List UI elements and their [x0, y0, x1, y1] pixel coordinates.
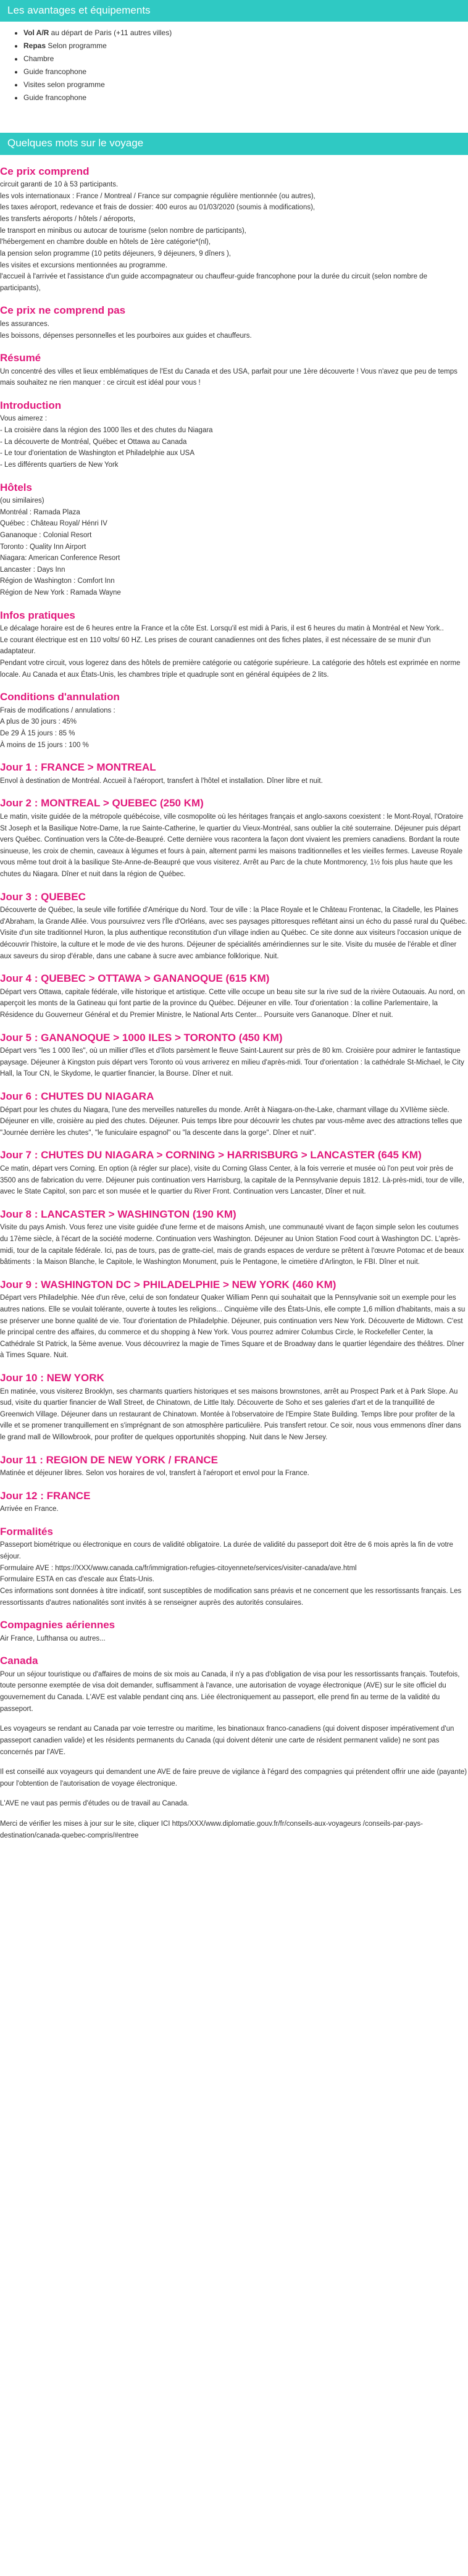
section-line: la pension selon programme (10 petits déjeuners, 9 déjeuners, 9 dîners ), [0, 249, 231, 257]
paragraph-gap [0, 1758, 468, 1767]
day-text: Arrivée en France. [0, 1505, 59, 1513]
day-title: Jour 3 : QUEBEC [0, 890, 86, 903]
section-line: Québec : Château Royal/ Hénri IV [0, 520, 107, 528]
day-text: Départ vers "les 1 000 îles", où un millier d'îles et d'îlots parsèment le fleuve Saint-Laurent sur près de 80 km. Croisière pour admirer le fantastique paysage. Déjeuner à Kingston puis départ vers Toronto où vous arriverez en milieu d'après-midi. Tour d'orientation : la cathédrale St-Michael, le City Hall, la Tour CN, le Skydome, le quartier financier, la Bourse. Dîner et nuit. [0, 1047, 464, 1078]
section-title: Ce prix comprend [0, 165, 90, 177]
section-line: Toronto : Quality Inn Airport [0, 543, 86, 551]
day-text: Le matin, visite guidée de la métropole québécoise, ville cosmopolite où les héritages français et anglo-saxons coexistent : le Mont-Royal, l'Oratoire St Joseph et la Basilique Notre-Dame, la rue Sainte-Catherine, le quartier du Vieux-Montréal, sans oublier la cité souterraine. Déjeuner puis départ vers Québec. Continuation vers la Côte-de-Beaupré. Cette dernière vous racontera la façon dont vivaient les premiers canadiens. Bordant la route sinueuse, les croix de chemin, caveaux à légumes et fours à pain, alternent parmi les maisons traditionnelles et les vieilles fermes. Laveuse Royale vous même tout droit à la basilique Ste-Anne-de-Beaupré que vous visiterez. Arrêt au Parc de la chute Montmorency, 1½ fois plus haute que les chutes du Niagara. Dîner et nuit dans la région de Québec. [0, 813, 464, 879]
day-title: Jour 1 : FRANCE > MONTREAL [0, 761, 156, 774]
day-text: Envol à destination de Montréal. Accueil à l'aéroport, transfert à l'hôtel et installation. Dîner libre et nuit. [0, 777, 323, 785]
section-line: Le courant électrique est en 110 volts/ 60 HZ. Les prises de courant canadiennes ont des fiches plates, il est nécessaire de se munir d'un adaptateur. [0, 636, 431, 656]
trip-content [0, 164, 468, 1842]
day-title: Jour 2 : MONTREAL > QUEBEC (250 KM) [0, 797, 204, 809]
day-title: Jour 11 : REGION DE NEW YORK / FRANCE [0, 1453, 218, 1466]
section-line: les assurances. [0, 320, 49, 328]
day-text: Matinée et déjeuner libres. Selon vos horaires de vol, transfert à l'aéroport et envol pour la France. [0, 1470, 309, 1478]
section-line: Pendant votre circuit, vous logerez dans des hôtels de première catégorie ou catégorie supérieure. La catégorie des hôtels est exprimée en norme locale. Au Canada et aux États-Unis, les chambres triple et quadruple sont en général équipées de 2 lits. [0, 659, 461, 679]
advantage-item-text: Guide francophone [23, 67, 87, 77]
paragraph-gap [0, 1789, 468, 1798]
advantage-item [23, 52, 468, 65]
section-line: Gananoque : Colonial Resort [0, 531, 92, 539]
advantage-item-bold: Vol A/R [23, 28, 49, 38]
formalities-line: Formulaire ESTA en cas d'escale aux États-Unis. [0, 1576, 154, 1584]
advantage-item-text: Visites selon programme [23, 80, 105, 90]
advantage-item-text: Selon programme [46, 41, 107, 51]
section-line: les taxes aéroport, redevance et frais de dossier: 400 euros au 01/03/2020 (soumis à modifications), [0, 204, 315, 212]
advantage-item-text: Guide francophone [23, 93, 87, 102]
section-line: les boissons, dépenses personnelles et les pourboires aux guides et chauffeurs. [0, 332, 252, 340]
section-line: Lancaster : Days Inn [0, 566, 65, 574]
section-line: - La croisière dans la région des 1000 îles et des chutes du Niagara [0, 427, 213, 435]
airlines-text: Air France, Lufthansa ou autres... [0, 1634, 106, 1642]
canada-paragraph: Pour un séjour touristique ou d'affaires de moins de six mois au Canada, il n'y a pas d'obligation de visa pour les ressortissants français. Toutefois, toute personne exemptée de visa doit demander, suffisamment à l'avance, une autorisation de voyage électronique (AVE) sur le site officiel du gouvernement du Canada. L'AVE est valable pendant cinq ans. Liée électroniquement au passeport, elle prend fin au terme de la validité du passeport. [0, 1670, 460, 1713]
canada-paragraph: Les voyageurs se rendant au Canada par voie terrestre ou maritime, les binationaux franco-canadiens (qui doivent disposer impérativement d'un passeport canadien valide) et les résidents permanents du Canada (qui doivent détenir une carte de résident permanent valide) ne sont pas concernés par l'AVE. [0, 1725, 454, 1756]
advantage-item [23, 27, 468, 40]
canada-paragraph: L'AVE ne vaut pas permis d'études ou de travail au Canada. [0, 1800, 189, 1808]
day-text: Départ pour les chutes du Niagara, l'une des merveilles naturelles du monde. Arrêt à Niagara-on-the-Lake, charmant village du XVIIème siècle. Déjeuner en ville, croisière au pied des chutes. Déjeuner. Puis temps libre pour découvrir les chutes par vous-même avec des attractions telles que "Journée derrière les chutes", "le funiculaire espagnol" ou "la descente dans la gorge". Dîner et nuit". [0, 1106, 462, 1137]
section-line: À moins de 15 jours : 100 % [0, 741, 89, 749]
canada-paragraph: Il est conseillé aux voyageurs qui demandent une AVE de faire preuve de vigilance à l'égard des compagnies qui prétendent offrir une aide (payante) pour l'obtention de l'autorisation de voyage électronique. [0, 1768, 467, 1788]
section-line: les visites et excursions mentionnées au programme. [0, 261, 168, 269]
section-line: les vols internationaux : France / Montreal / France sur compagnie régulière mentionnée (ou autres), [0, 192, 315, 200]
advantages-title: Les avantages et équipements [0, 0, 468, 22]
section-line: Le décalage horaire est de 6 heures entre la France et la côte Est. Lorsqu'il est midi à Paris, il est 6 heures du matin à Montréal et New York.. [0, 625, 444, 633]
day-title: Jour 4 : QUEBEC > OTTAWA > GANANOQUE (615 KM) [0, 972, 270, 985]
formalities-line: Formulaire AVE : https://XXX/www.canada.ca/fr/immigration-refugies-citoyennete/services/visiter-canada/ave.html [0, 1564, 357, 1572]
day-title: Jour 12 : FRANCE [0, 1489, 91, 1502]
advantage-item [23, 91, 468, 104]
section-line: Un concentré des villes et lieux emblématiques de l'Est du Canada et des USA, parfait pour une 1ère découverte ! Vous n'avez que peu de temps mais souhaitez ne rien manquer : ce circuit est idéal pour vous ! [0, 367, 458, 387]
day-text: En matinée, vous visiterez Brooklyn, ses charmants quartiers historiques et ses maisons brownstones, arrêt au Prospect Park et à Park Slope. Au sud, visite du quartier financier de Wall Street, de Chinatown, de Little Italy. Découverte de Soho et ses galeries d'art et de la tranquillité de Greenwich Village. Déjeuner dans un restaurant de Chinatown. Montée à l'observatoire de l'Empire State Building. Temps libre pour profiter de la ville et se promener tranquillement en s'imprégnant de son atmosphère particulière. Puis transfert retour. Ce soir, nous vous emmenons dîner dans le grand mall de Willowbrook, pour profiter de quelques opportunités shopping. Nuit dans le New Jersey. [0, 1387, 461, 1442]
about-title: Quelques mots sur le voyage [0, 133, 468, 154]
day-title: Jour 8 : LANCASTER > WASHINGTON (190 KM) [0, 1208, 236, 1220]
section-title: Hôtels [0, 481, 32, 493]
section-title: Introduction [0, 399, 62, 411]
section-line: Montréal : Ramada Plaza [0, 508, 80, 516]
advantage-item [23, 65, 468, 78]
advantage-item-text: au départ de Paris (+11 autres villes) [49, 28, 172, 38]
day-text: Visite du pays Amish. Vous ferez une visite guidée d'une ferme et de maisons Amish, une communauté vivant de façon simple selon les coutumes du 17ème siècle, à l'écart de la société moderne. Continuation vers Washington. Déjeuner au Union Station Food court à Washington DC. L'après-midi, tour de la capitale fédérale. Ici, pas de tours, pas de gratte-ciel, mais de grands espaces de verdure se prêtent à l'œuvre Potomac et de beaux bâtiments : la Maison Blanche, le Capitole, le Washington Monument, puis le Pentagone, le cimetière d'Arlington, le FBI. Dîner et nuit. [0, 1224, 464, 1266]
canada-title: Canada [0, 1655, 38, 1667]
day-text: Départ vers Ottawa, capitale fédérale, ville historique et artistique. Cette ville occupe un beau site sur la rive sud de la rivière Outaouais. Au nord, on aperçoit les monts de la Gatineau qui font partie de la province du Québec. Déjeuner en ville. Tour d'orientation : la colline Parlementaire, la Résidence du Gouverneur Général et du Premier Ministre, le National Arts Center... Poursuite vers Gananoque. Dîner et nuit. [0, 988, 466, 1019]
day-title: Jour 5 : GANANOQUE > 1000 ILES > TORONTO (450 KM) [0, 1031, 283, 1043]
advantages-list [0, 27, 468, 104]
day-title: Jour 9 : WASHINGTON DC > PHILADELPHIE > NEW YORK (460 KM) [0, 1278, 336, 1290]
canada-paragraph: Merci de vérifier les mises à jour sur le site, cliquer ICI https/XXX/www.diplomatie.gouv.fr/fr/conseils-aux-voyageurs /conseils-par-pays-destination/canada-quebec-compris/#entree [0, 1820, 423, 1839]
section-line: - Les différents quartiers de New York [0, 461, 119, 469]
section-line: Niagara: American Conference Resort [0, 554, 120, 562]
paragraph-gap [0, 1810, 468, 1818]
section-line: Frais de modifications / annulations : [0, 706, 115, 714]
section-line: les transferts aéroports / hôtels / aéroports, [0, 215, 136, 224]
day-title: Jour 7 : CHUTES DU NIAGARA > CORNING > HARRISBURG > LANCASTER (645 KM) [0, 1149, 422, 1161]
day-text: Départ vers Philadelphie. Née d'un rêve, celui de son fondateur Quaker William Penn qui souhaitait que la Pennsylvanie soit un exemple pour les autres nations. Elle se voulait tolérante, ouverte à toutes les religions... Cinquième ville des États-Unis, elle compte 1,6 million d'habitants, mais a su se préserver une bonne qualité de vie. Tour d'orientation de Philadelphie. Déjeuner, puis continuation vers New York. Découverte de Midtown. C'est le principal centre des affaires, du commerce et du shopping à New York. Vous pourrez admirer Columbus Circle, le Rockefeller Center, la Cathédrale St Patrick, la 5ème avenue. Vous découvrirez la magie de Times Square et de Broadway dans le quartier légendaire des théâtres. Dîner à Times Square. Nuit. [0, 1294, 466, 1360]
day-title: Jour 6 : CHUTES DU NIAGARA [0, 1090, 154, 1103]
section-line: Région de New York : Ramada Wayne [0, 589, 121, 597]
advantage-item-bold: Repas [23, 41, 46, 51]
section-line: - Le tour d'orientation de Washington et Philadelphie aux USA [0, 450, 195, 458]
section-line: l'accueil à l'arrivée et l'assistance d'un guide accompagnateur ou chauffeur-guide francophone pour la durée du circuit (selon nombre de participants), [0, 273, 427, 292]
formalities-title: Formalités [0, 1525, 53, 1537]
day-text: Ce matin, départ vers Corning. En option (à régler sur place), visite du Corning Glass Center, à la fois verrerie et musée où l'on peut voir près de 3500 ans de fabrication du verre. Déjeuner puis continuation vers Harrisburg, la capitale de la Pennsylvanie depuis 1812. Là-près-midi, tour de ville, avec le State Capitol, son parc et son musée et le quartier du River Front. Continuation vers Lancaster, Dîner et nuit. [0, 1165, 464, 1196]
section-line: Vous aimerez : [0, 415, 48, 423]
advantage-item [23, 78, 468, 91]
day-title: Jour 10 : NEW YORK [0, 1372, 104, 1384]
section-line: l'hébergement en chambre double en hôtels de 1ère catégorie*(nl), [0, 238, 211, 246]
section-title: Résumé [0, 352, 41, 364]
airlines-title: Compagnies aériennes [0, 1619, 115, 1631]
paragraph-gap [0, 1715, 468, 1723]
formalities-line: Passeport biométrique ou électronique en cours de validité obligatoire. La durée de validité du passeport doit être de 6 mois après la fin de votre séjour. [0, 1541, 453, 1561]
section-line: De 29 À 15 jours : 85 % [0, 730, 75, 738]
section-line: A plus de 30 jours : 45% [0, 718, 77, 726]
section-line: le transport en minibus ou autocar de tourisme (selon nombre de participants), [0, 227, 246, 235]
formalities-line: Ces informations sont données à titre indicatif, sont susceptibles de modification sans préavis et ne concernent que les ressortissants français. Les ressortissants d'autres nationalités sont invités à se renseigner auprès des autorités consulaires. [0, 1587, 462, 1607]
section-title: Infos pratiques [0, 609, 75, 621]
section-line: (ou similaires) [0, 497, 44, 505]
section-line: circuit garanti de 10 à 53 participants. [0, 181, 119, 189]
advantage-item [23, 40, 468, 52]
day-text: Découverte de Québec, la seule ville fortifiée d'Amérique du Nord. Tour de ville : la Place Royale et le Château Frontenac, la Citadelle, les Plaines d'Abraham, la Grande Allée. Vous poursuivrez vers l'Île d'Orléans, avec ses paysages pittoresques reflétant ainsi un écho du passé rural du Québec. Visite d'un site traditionnel Huron, la plus authentique reconstitution d'un village indien au Québec. Ce site donne aux visiteurs l'occasion unique de découvrir l'histoire, la culture et le mode de vie des hurons. Déjeuner de spécialités amérindiennes sur le site. Visite du musée de l'érable et dîner aux saveurs du sirop d'érable, dans une cabane à sucre avec ambiance folklorique. Nuit. [0, 906, 467, 960]
section-title: Ce prix ne comprend pas [0, 304, 126, 317]
section-line: Région de Washington : Comfort Inn [0, 577, 115, 585]
section-title: Conditions d'annulation [0, 691, 120, 703]
section-line: - La découverte de Montréal, Québec et Ottawa au Canada [0, 438, 187, 446]
advantage-item-text: Chambre [23, 54, 54, 64]
